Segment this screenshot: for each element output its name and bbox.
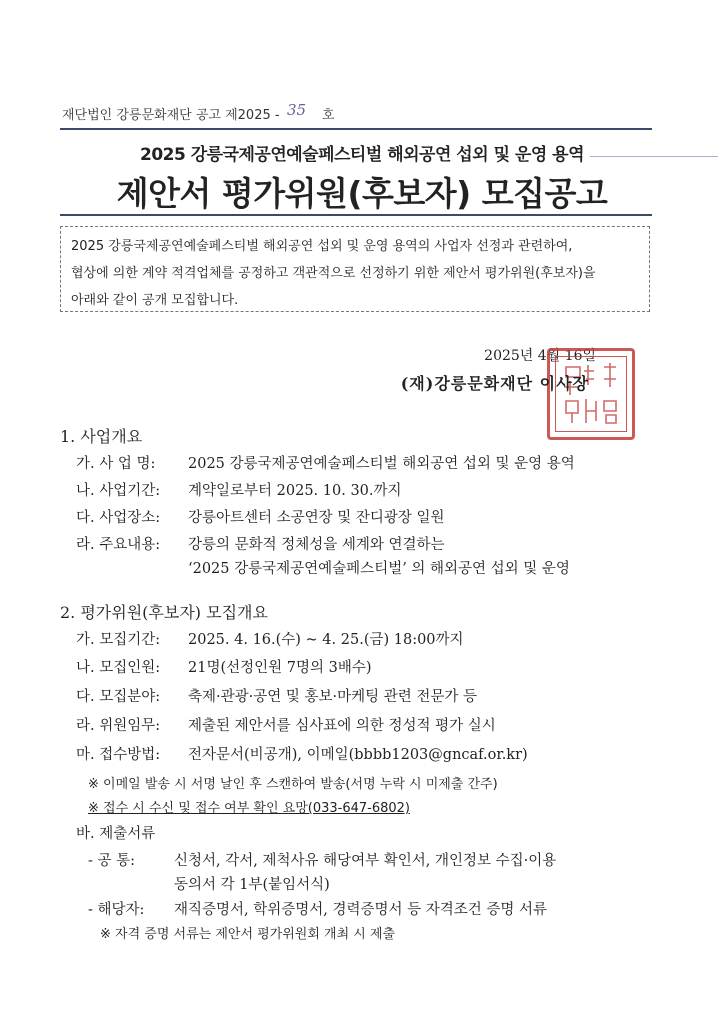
title-bottom-rule xyxy=(60,214,652,216)
final-note: ※ 자격 증명 서류는 제안서 평가위원회 개최 시 제출 xyxy=(100,927,396,942)
title-side-rule xyxy=(590,156,718,157)
contact-email: 전자문서(비공개), 이메일(bbbb1203@gncaf.or.kr) xyxy=(188,747,528,763)
docs-label: - 해당자: xyxy=(88,902,145,918)
item-value: 강릉의 문화적 정체성을 세계와 연결하는 xyxy=(188,537,445,553)
doc-number-handwritten: 35 xyxy=(287,101,307,119)
section2-title: 2. 평가위원(후보자) 모집개요 xyxy=(60,603,268,622)
docs-value: 재직증명서, 학위증명서, 경력증명서 등 자격조건 증명 서류 xyxy=(174,902,548,918)
item-label: 나. 사업기간: xyxy=(76,483,161,499)
summary-line: 아래와 같이 공개 모집합니다. xyxy=(71,293,239,308)
notice-issuer: (재)강릉문화재단 이사장 xyxy=(400,374,589,393)
item-value: 강릉아트센터 소공연장 및 잔디광장 일원 xyxy=(188,510,445,526)
section1-title: 1. 사업개요 xyxy=(60,427,143,446)
item-value: 계약일로부터 2025. 10. 30.까지 xyxy=(188,483,402,499)
item-label: 라. 주요내용: xyxy=(76,537,161,553)
item-label: 마. 접수방법: xyxy=(76,747,161,763)
subtitle: 2025 강릉국제공연예술페스티벌 해외공연 섭외 및 운영 용역 xyxy=(139,145,585,165)
summary-line: 협상에 의한 계약 적격업체를 공정하고 객관적으로 선정하기 위한 제안서 평가위원(후보자)을 xyxy=(71,266,596,281)
item-value: 2025 강릉국제공연예술페스티벌 해외공연 섭외 및 운영 용역 xyxy=(188,456,575,472)
note-phone: ※ 접수 시 수신 및 접수 여부 확인 요망(033-647-6802) xyxy=(88,801,410,816)
item-value: 21명(선정인원 7명의 3배수) xyxy=(188,660,372,676)
doc-number-suffix: 호 xyxy=(322,108,335,123)
docs-value: 신청서, 각서, 제척사유 해당여부 확인서, 개인정보 수집·이용 xyxy=(174,853,557,869)
item-label: 다. 사업장소: xyxy=(76,510,161,526)
item-label: 가. 모집기간: xyxy=(76,632,161,648)
summary-box xyxy=(60,226,650,312)
item-label: 다. 모집분야: xyxy=(76,689,161,705)
docs-continuation: 동의서 각 1부(붙임서식) xyxy=(174,877,330,893)
docs-label: - 공 통: xyxy=(88,853,136,869)
item-label: 라. 위원임무: xyxy=(76,718,161,734)
page-title: 제안서 평가위원(후보자) 모집공고 xyxy=(116,174,608,213)
notice-date: 2025년 4월 16일 xyxy=(484,348,596,364)
item-value: 2025. 4. 16.(수) ~ 4. 25.(금) 18:00까지 xyxy=(188,632,464,648)
docs-title: 바. 제출서류 xyxy=(76,826,156,842)
item-label: 나. 모집인원: xyxy=(76,660,161,676)
item-value: 제출된 제안서를 심사표에 의한 정성적 평가 실시 xyxy=(188,718,496,734)
note-email: ※ 이메일 발송 시 서명 날인 후 스캔하여 발송(서명 누락 시 미제출 간주) xyxy=(88,777,498,792)
official-seal-icon xyxy=(547,348,635,440)
summary-line: 2025 강릉국제공연예술페스티벌 해외공연 섭외 및 운영 용역의 사업자 선정과 관련하여, xyxy=(71,239,573,254)
item-label: 가. 사 업 명: xyxy=(76,456,156,472)
title-top-rule xyxy=(60,128,652,130)
item-continuation: ‘2025 강릉국제공연예술페스티벌’ 의 해외공연 섭외 및 운영 xyxy=(188,561,570,577)
doc-number: 재단법인 강릉문화재단 공고 제2025 - xyxy=(62,108,280,123)
item-value: 축제·관광·공연 및 홍보·마케팅 관련 전문가 등 xyxy=(188,689,477,705)
